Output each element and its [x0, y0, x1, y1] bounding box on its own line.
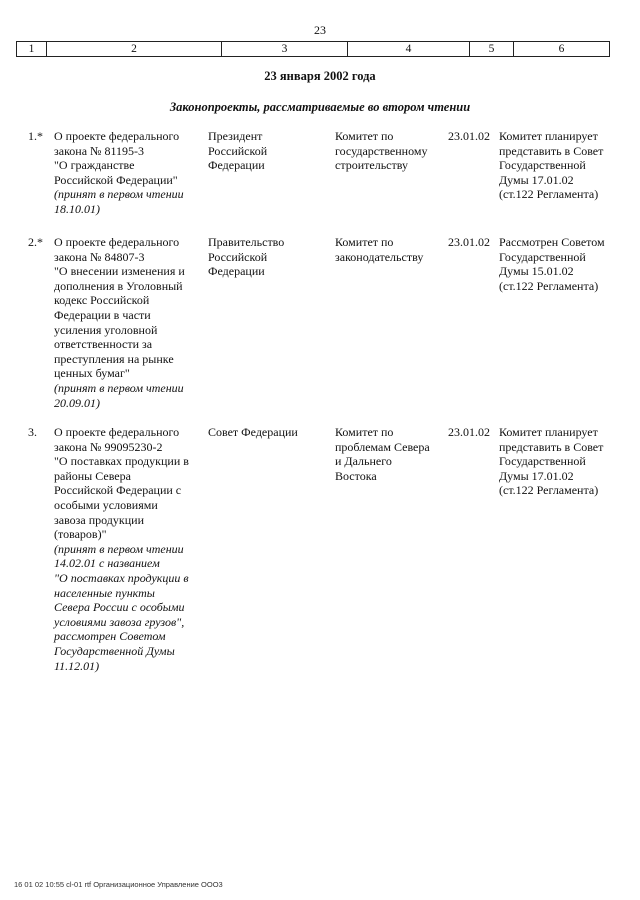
- bill-title-line: О проекте федерального: [54, 425, 180, 439]
- status-line: Думы 17.01.02: [499, 172, 574, 187]
- bill-author: [208, 129, 326, 173]
- bill-title-line: Российской Федерации": [54, 172, 178, 187]
- bill-author: [208, 235, 326, 279]
- bill-title-line: районы Севера: [54, 468, 131, 483]
- bill-author-line: Правительство: [208, 235, 285, 249]
- committee-line: и Дальнего: [335, 454, 392, 469]
- bill-title-line: преступления на рынке: [54, 351, 174, 366]
- bill-note-line: 14.02.01 с названием: [54, 556, 160, 571]
- fax-footer: 16 01 02 10:55 cl-01 rtf Организационное Управление ООО3: [14, 880, 223, 889]
- column-number-header: [16, 41, 610, 57]
- bill-status: [499, 425, 619, 498]
- bill-author-line: Федерации: [208, 264, 265, 279]
- bill-title-line: закона № 99095230-2: [54, 439, 163, 454]
- committee-line: государственному: [335, 143, 428, 158]
- review-date: 23.01.02: [448, 129, 490, 143]
- status-line: (ст.122 Регламента): [499, 187, 599, 202]
- page-number: 23: [314, 23, 326, 37]
- status-line: (ст.122 Регламента): [499, 278, 599, 293]
- responsible-committee: [335, 129, 445, 173]
- bill-title-line: ценных бумаг": [54, 366, 130, 381]
- bill-note-line: 20.09.01): [54, 395, 100, 410]
- committee-line: строительству: [335, 158, 408, 173]
- bill-note-line: (принят в первом чтении: [54, 380, 184, 395]
- responsible-committee: [335, 425, 445, 483]
- review-date: 23.01.02: [448, 425, 490, 439]
- status-line: (ст.122 Регламента): [499, 483, 599, 498]
- status-line: Комитет планирует: [499, 129, 598, 143]
- committee-line: Комитет по: [335, 129, 394, 143]
- bill-title-line: особыми условиями: [54, 497, 158, 512]
- bill-author-line: Российской: [208, 143, 268, 158]
- bill-title-line: О проекте федерального: [54, 235, 180, 249]
- review-date: 23.01.02: [448, 235, 490, 249]
- committee-line: Комитет по: [335, 425, 394, 439]
- bill-title: [54, 425, 202, 673]
- row-number: 3.: [28, 425, 37, 439]
- bill-title-line: закона № 81195-3: [54, 143, 145, 158]
- bill-status: [499, 129, 619, 202]
- column-number-3: 3: [222, 42, 348, 56]
- bill-title-line: кодекс Российской: [54, 293, 150, 308]
- bill-note-line: рассмотрен Советом: [54, 629, 166, 644]
- status-line: Думы 17.01.02: [499, 468, 574, 483]
- bill-note-line: населенные пункты: [54, 585, 155, 600]
- bill-note-line: Севера России с особыми: [54, 600, 185, 615]
- bill-title-line: завоза продукции: [54, 512, 144, 527]
- bill-author: [208, 425, 326, 440]
- bill-note-line: 11.12.01): [54, 658, 100, 673]
- responsible-committee: [335, 235, 445, 264]
- committee-line: законодательству: [335, 249, 424, 264]
- bill-title-line: Российской Федерации с: [54, 483, 182, 498]
- bill-note-line: "О поставках продукции в: [54, 570, 189, 585]
- bill-note-line: 18.10.01): [54, 201, 100, 216]
- status-line: Думы 15.01.02: [499, 264, 574, 279]
- status-line: Рассмотрен Советом: [499, 235, 605, 249]
- column-number-4: 4: [348, 42, 470, 56]
- bill-title-line: (товаров)": [54, 527, 107, 542]
- committee-line: Комитет по: [335, 235, 394, 249]
- column-number-6: 6: [558, 43, 565, 55]
- bill-author-line: Президент: [208, 129, 263, 143]
- section-heading: Законопроекты, рассматриваемые во втором чтении: [169, 100, 471, 114]
- status-line: Государственной: [499, 249, 586, 264]
- status-line: Государственной: [499, 454, 586, 469]
- row-number: 2.*: [28, 235, 43, 249]
- column-number-5: 5: [470, 42, 514, 56]
- column-number-2: 2: [47, 42, 222, 56]
- bill-title: [54, 235, 202, 410]
- bill-note-line: (принят в первом чтении: [54, 187, 184, 202]
- bill-title-line: "О внесении изменения и: [54, 264, 185, 279]
- status-line: представить в Совет: [499, 143, 604, 158]
- committee-line: проблемам Севера: [335, 439, 430, 454]
- bill-title-line: "О гражданстве: [54, 158, 135, 173]
- bill-title-line: ответственности за: [54, 337, 153, 352]
- bill-title-line: дополнения в Уголовный: [54, 278, 183, 293]
- bill-note-line: условиями завоза грузов",: [54, 614, 185, 629]
- bill-author-line: Совет Федерации: [208, 425, 298, 439]
- bill-note-line: Государственной Думы: [54, 643, 175, 658]
- status-line: Государственной: [499, 158, 586, 173]
- status-line: представить в Совет: [499, 439, 604, 454]
- bill-note-line: (принят в первом чтении: [54, 541, 184, 556]
- bill-title: [54, 129, 202, 217]
- bill-title-line: Федерации в части: [54, 307, 151, 322]
- bill-author-line: Федерации: [208, 158, 265, 173]
- bill-status: [499, 235, 619, 293]
- bill-author-line: Российской: [208, 249, 268, 264]
- row-number: 1.*: [28, 129, 43, 143]
- bill-title-line: закона № 84807-3: [54, 249, 145, 264]
- bill-title-line: О проекте федерального: [54, 129, 180, 143]
- bill-title-line: "О поставках продукции в: [54, 454, 189, 469]
- bill-title-line: усиления уголовной: [54, 322, 158, 337]
- column-number-1: 1: [17, 42, 47, 56]
- committee-line: Востока: [335, 468, 377, 483]
- status-line: Комитет планирует: [499, 425, 598, 439]
- date-heading: 23 января 2002 года: [264, 69, 376, 83]
